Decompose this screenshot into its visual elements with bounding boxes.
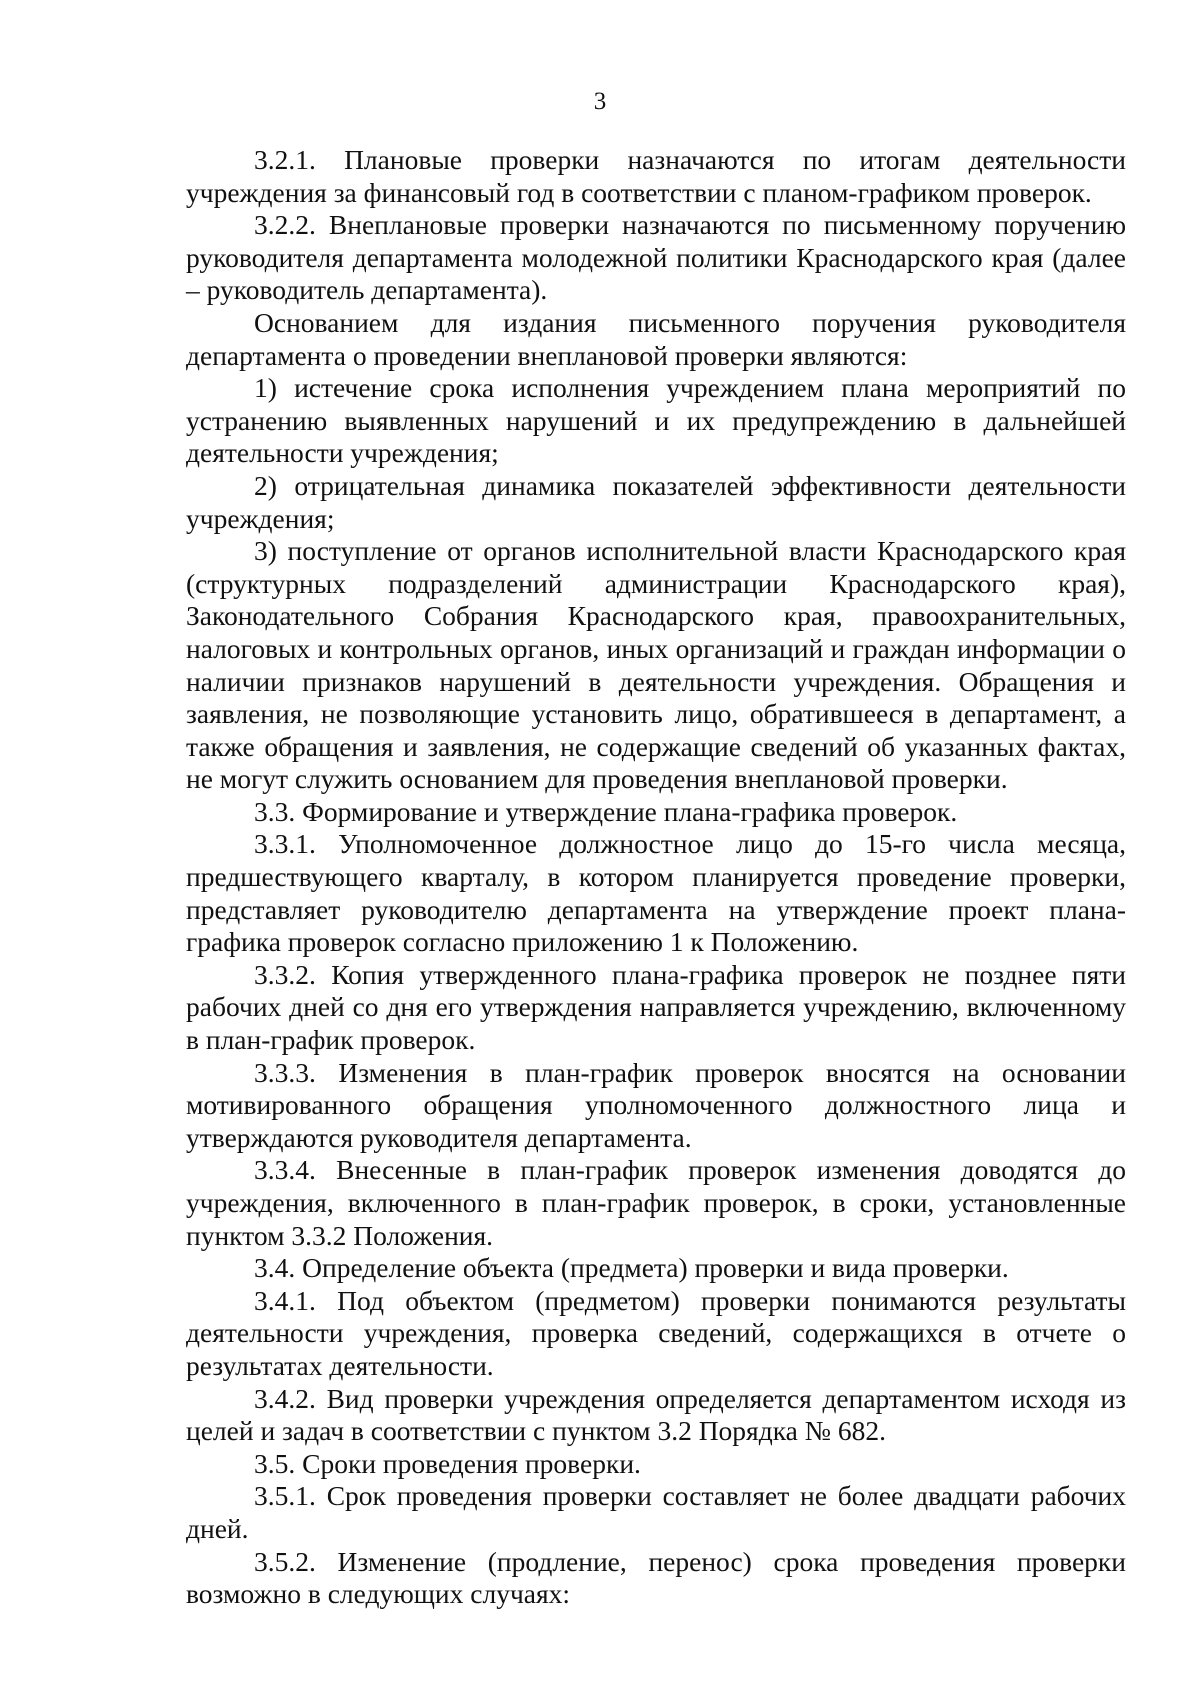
paragraph-3-2-2: 3.2.2. Внеплановые проверки назначаются по письменному поручению руководителя департамента молодежной политики Краснодарского края (далее – руководитель департамента). bbox=[186, 209, 1126, 306]
paragraph-3-3-3: 3.3.3. Изменения в план-график проверок вносятся на основании мотивированного обращения уполномоченного должностного лица и утверждаются руководителя департамента. bbox=[186, 1056, 1126, 1153]
paragraph-3-3-2: 3.3.2. Копия утвержденного плана-графика проверок не позднее пяти рабочих дней со дня его утверждения направляется учреждению, включенному в план-график проверок. bbox=[186, 958, 1126, 1056]
paragraph-3-3-1: 3.3.1. Уполномоченное должностное лицо до 15-го числа месяца, предшествующего кварталу, в котором планируется проведение проверки, представляет руководителю департамента на утверждение проект плана-графика проверок согласно приложению 1 к Положению. bbox=[186, 828, 1126, 958]
paragraph-ground-3: 3) поступление от органов исполнительной власти Краснодарского края (структурных подразделений администрации Краснодарского края), Законодательного Собрания Краснодарского края, правоохранительных, налоговых и контрольных органов, иных организаций и граждан информации о наличии признаков нарушений в деятельности учреждения. Обращения и заявления, не позволяющие установить лицо, обратившееся в департамент, а также обращения и заявления, не содержащие сведений об указанных фактах, не могут служить основанием для проведения внеплановой проверки. bbox=[186, 535, 1126, 795]
paragraph-3-4-2: 3.4.2. Вид проверки учреждения определяется департаментом исходя из целей и задач в соответствии с пунктом 3.2 Порядка № 682. bbox=[186, 1382, 1126, 1447]
paragraph-3-3: 3.3. Формирование и утверждение плана-графика проверок. bbox=[254, 795, 958, 827]
page-number: 3 bbox=[593, 88, 607, 115]
paragraph-3-2-1: 3.2.1. Плановые проверки назначаются по итогам деятельности учреждения за финансовый год в соответствии с планом-графиком проверок. bbox=[186, 144, 1126, 208]
paragraph-3-5: 3.5. Сроки проведения проверки. bbox=[254, 1447, 641, 1479]
document-body bbox=[186, 144, 1126, 1611]
paragraph-ground-1: 1) истечение срока исполнения учреждением плана мероприятий по устранению выявленных нарушений и их предупреждению в дальнейшей деятельности учреждения; bbox=[186, 372, 1126, 469]
paragraph-3-5-2: 3.5.2. Изменение (продление, перенос) срока проведения проверки возможно в следующих случаях: bbox=[186, 1545, 1126, 1610]
paragraph-3-4-1: 3.4.1. Под объектом (предметом) проверки понимаются результаты деятельности учреждения, проверка сведений, содержащихся в отчете о результатах деятельности. bbox=[186, 1284, 1126, 1381]
paragraph-3-5-1: 3.5.1. Срок проведения проверки составляет не более двадцати рабочих дней. bbox=[186, 1480, 1126, 1544]
paragraph-3-4: 3.4. Определение объекта (предмета) проверки и вида проверки. bbox=[254, 1252, 1009, 1284]
paragraph-3-3-4: 3.3.4. Внесенные в план-график проверок изменения доводятся до учреждения, включенного в план-график проверок, в сроки, установленные пунктом 3.3.2 Положения. bbox=[186, 1154, 1126, 1251]
paragraph-grounds-intro: Основанием для издания письменного поручения руководителя департамента о проведении внеплановой проверки являются: bbox=[186, 306, 1126, 371]
paragraph-ground-2: 2) отрицательная динамика показателей эффективности деятельности учреждения; bbox=[186, 469, 1126, 534]
